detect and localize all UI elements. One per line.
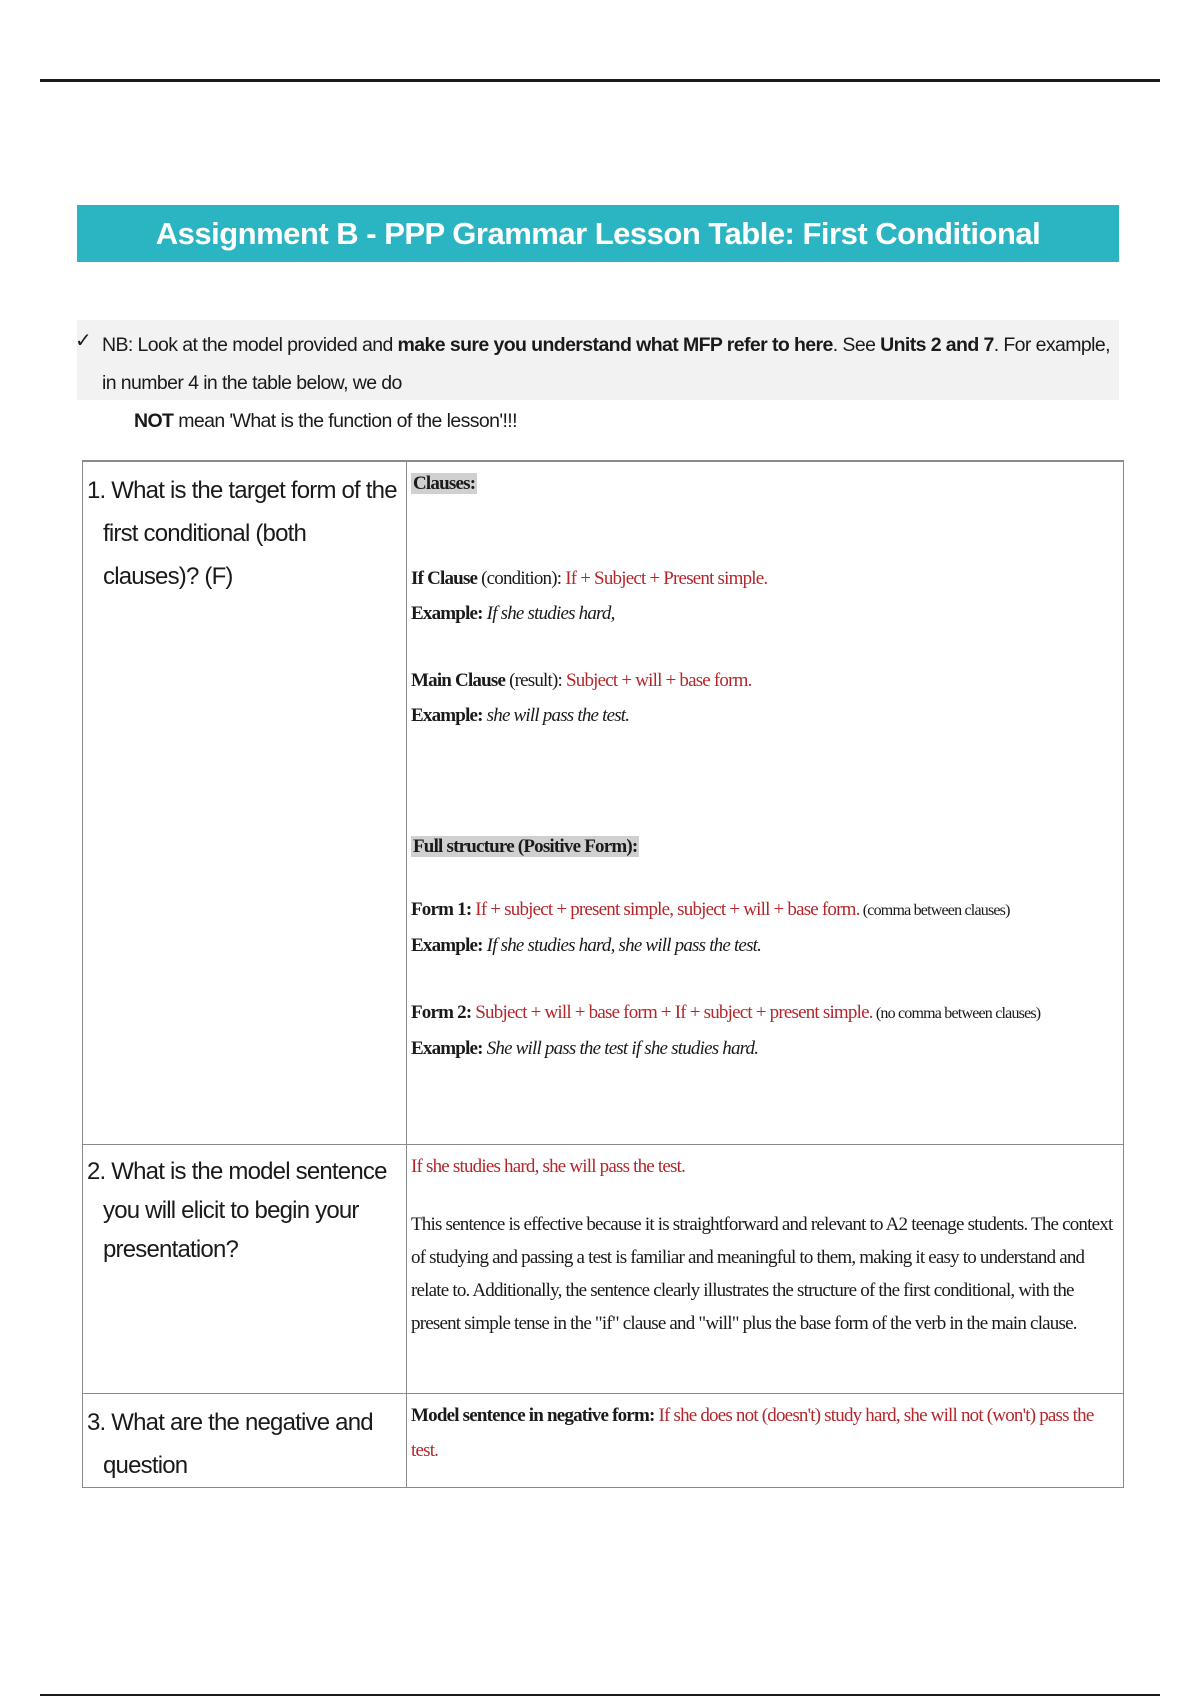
example-label: Example:	[411, 705, 483, 726]
note-part: . See	[832, 334, 881, 356]
example-label: Example:	[411, 603, 483, 624]
form-2-example-line	[411, 1031, 1113, 1066]
form-2-line	[411, 995, 1113, 1031]
main-clause-line	[411, 663, 1113, 698]
answer-2	[407, 1149, 1123, 1340]
answer-cell	[407, 1145, 1124, 1394]
table-row	[83, 461, 1124, 1145]
form-1-line	[411, 892, 1113, 928]
question-cell	[83, 461, 407, 1145]
question-3: 3. What are the negative and question	[87, 1409, 373, 1479]
main-clause-label: Main Clause	[411, 670, 506, 691]
question-cell	[83, 1394, 407, 1488]
assignment-title: Assignment B - PPP Grammar Lesson Table: First Conditional	[155, 215, 1041, 251]
example-text: She will pass the test if she studies hard.	[482, 1038, 759, 1059]
note-part: . For example, in number 4 in the table below, we do	[102, 334, 1110, 394]
answer-3	[407, 1398, 1123, 1468]
note-text	[102, 326, 1122, 440]
if-clause-paren: (condition):	[477, 568, 566, 589]
note-units: Units 2 and 7	[880, 334, 994, 356]
if-clause-line	[411, 561, 1113, 596]
note-emphasis: make sure you understand what MFP refer to here	[397, 334, 833, 356]
full-structure-heading: Full structure (Positive Form):	[413, 836, 638, 857]
example-text: she will pass the test.	[482, 705, 630, 726]
form-1-label: Form 1:	[411, 899, 472, 920]
if-clause-form: If + Subject + Present simple.	[565, 568, 768, 589]
example-text: If she studies hard,	[482, 603, 615, 624]
form-2-label: Form 2:	[411, 1002, 472, 1023]
question-1: 1. What is the target form of the first conditional (both clauses)? (F)	[87, 477, 397, 590]
negative-label: Model sentence in negative form	[411, 1405, 649, 1426]
clauses-heading: Clauses:	[413, 473, 476, 494]
table-row	[83, 1394, 1124, 1488]
question-2: 2. What is the model sentence you will elicit to begin your presentation?	[87, 1158, 387, 1263]
note-not: NOT	[134, 410, 174, 432]
note-line-2	[102, 402, 1122, 440]
form-2-note: (no comma between clauses)	[872, 1005, 1041, 1022]
negative-colon: :	[648, 1405, 655, 1426]
table-row	[83, 1145, 1124, 1394]
model-sentence: If she studies hard, she will pass the test.	[411, 1156, 686, 1177]
assignment-title-banner	[77, 205, 1119, 262]
note-part: NB: Look at the model provided and	[102, 334, 398, 356]
header-rule	[40, 79, 1160, 82]
example-label: Example:	[411, 935, 483, 956]
model-explanation: This sentence is effective because it is straightforward and relevant to A2 teenage students. The context of studying and passing a test is familiar and meaningful to them, making it easy to understand and relate to. Additionally, the sentence clearly illustrates the structure of the first conditional, with the present simple tense in the "if" clause and "will" plus the base form of the verb in the main clause.	[411, 1214, 1113, 1334]
lesson-table	[82, 460, 1124, 1488]
answer-cell	[407, 1394, 1124, 1488]
form-1-note: (comma between clauses)	[859, 902, 1010, 919]
if-example-line	[411, 596, 1113, 631]
answer-1	[407, 466, 1123, 1066]
question-cell	[83, 1145, 407, 1394]
example-text: If she studies hard, she will pass the test.	[482, 935, 762, 956]
negative-sentence: If she does not (doesn't) study hard, she will not (won't) pass the test.	[411, 1405, 1094, 1461]
main-clause-form: Subject + will + base form.	[565, 670, 752, 691]
example-label: Example:	[411, 1038, 483, 1059]
form-2-structure: Subject + will + base form + If + subject + present simple.	[471, 1002, 873, 1023]
main-example-line	[411, 698, 1113, 733]
answer-cell	[407, 461, 1124, 1145]
main-clause-paren: (result):	[505, 670, 566, 691]
checkmark-icon: ✓	[75, 328, 92, 352]
footer-rule	[40, 1694, 1160, 1696]
form-1-structure: If + subject + present simple, subject + will + base form.	[471, 899, 860, 920]
if-clause-label: If Clause	[411, 568, 478, 589]
form-1-example-line	[411, 928, 1113, 963]
note-part: mean 'What is the function of the lesson'!!!	[173, 410, 517, 432]
